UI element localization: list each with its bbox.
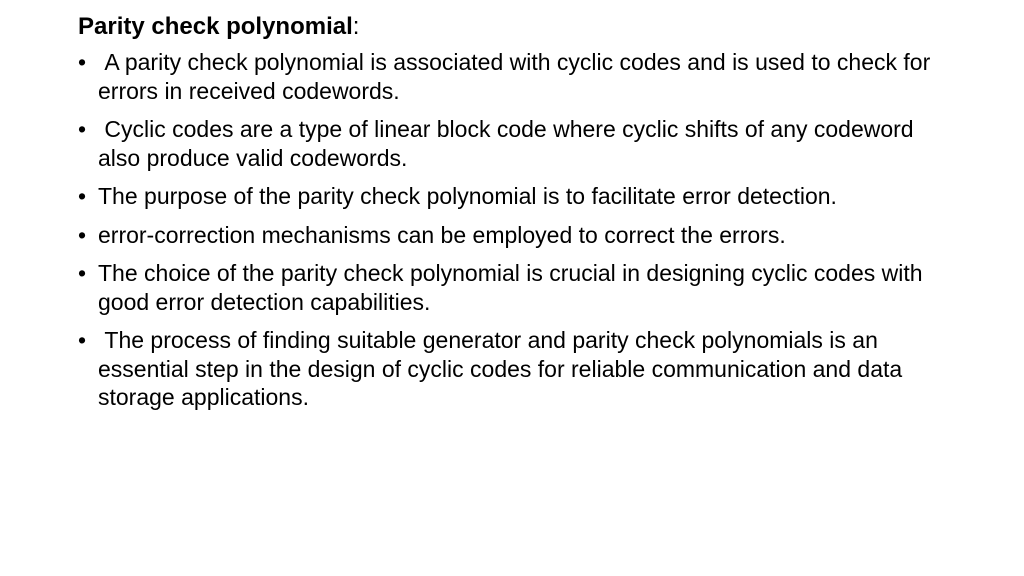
bullet-dot-icon: •	[78, 183, 87, 209]
slide-title-colon: :	[352, 13, 360, 40]
bullet-text: error-correction mechanisms can be employed to correct the errors.	[98, 221, 786, 248]
slide-title-text: Parity check polynomial	[78, 13, 353, 40]
bullet-text: A parity check polynomial is associated with cyclic codes and is used to check for errors in received codewords.	[98, 49, 937, 104]
bullet-item	[78, 182, 958, 211]
bullet-text: The choice of the parity check polynomial is crucial in designing cyclic codes with good error detection capabilities.	[98, 260, 929, 315]
bullet-text: The purpose of the parity check polynomial is to facilitate error detection.	[98, 183, 837, 209]
bullet-dot-icon: •	[78, 260, 87, 286]
slide-title	[78, 10, 958, 44]
bullet-dot-icon: •	[78, 116, 87, 142]
bullet-dot-icon: •	[78, 327, 87, 353]
bullet-item	[78, 326, 958, 412]
slide-content	[78, 10, 958, 422]
bullet-list	[78, 48, 958, 412]
bullet-item	[78, 48, 958, 105]
bullet-dot-icon: •	[78, 221, 87, 248]
bullet-dot-icon: •	[78, 49, 87, 75]
bullet-text: Cyclic codes are a type of linear block code where cyclic shifts of any codeword also produce valid codewords.	[98, 116, 920, 171]
bullet-item	[78, 221, 958, 250]
bullet-item	[78, 259, 958, 316]
bullet-item	[78, 115, 958, 172]
bullet-text: The process of finding suitable generator and parity check polynomials is an essential step in the design of cyclic codes for reliable communication and data storage applications.	[98, 327, 909, 410]
